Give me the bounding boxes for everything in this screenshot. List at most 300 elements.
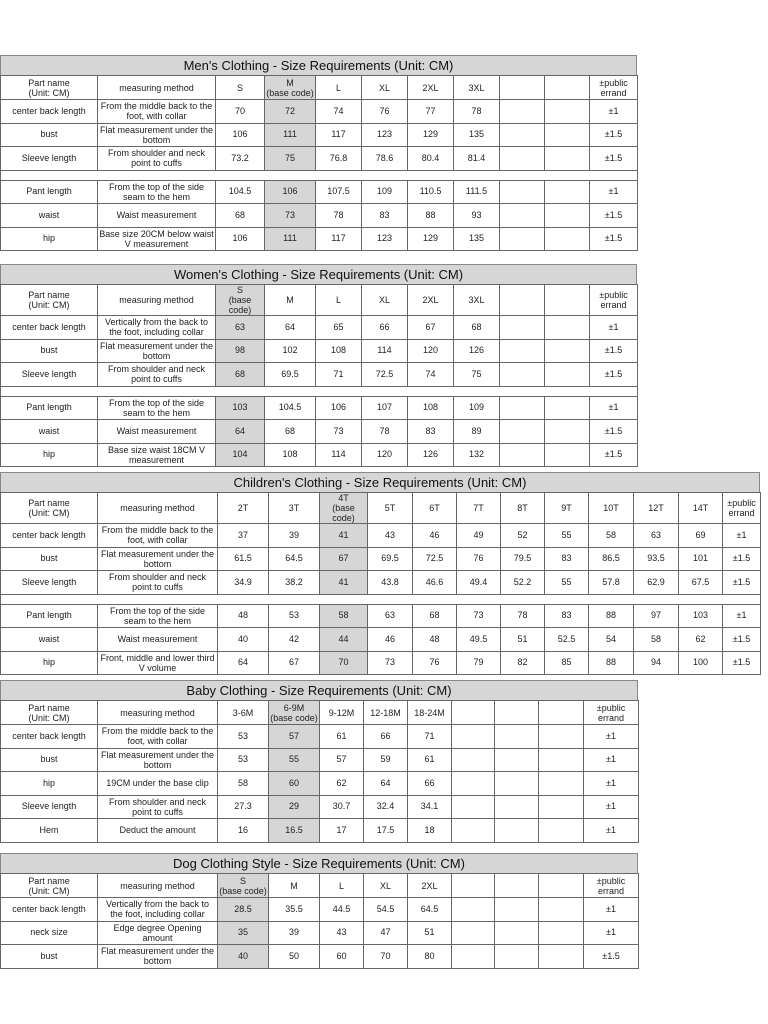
value-cell: ±1.5	[723, 628, 761, 652]
column-header: measuring method	[98, 701, 218, 725]
base-size-cell: 111	[265, 123, 316, 147]
table-row	[1, 604, 761, 628]
column-header: 10T	[589, 493, 634, 524]
value-cell	[495, 819, 539, 843]
value-cell: 80	[408, 945, 452, 969]
base-size-cell: 70	[320, 651, 368, 675]
value-cell: 107	[362, 396, 408, 420]
value-cell: 110.5	[408, 180, 454, 204]
value-cell: ±1	[590, 396, 638, 420]
value-cell: 117	[316, 227, 362, 251]
part-name-cell: hip	[1, 772, 98, 796]
value-cell	[495, 748, 539, 772]
table-row	[1, 204, 638, 228]
value-cell: 66	[364, 725, 408, 749]
value-cell: 17.5	[364, 819, 408, 843]
value-cell: ±1.5	[723, 571, 761, 595]
value-cell: 80.4	[408, 147, 454, 171]
value-cell: 48	[413, 628, 457, 652]
value-cell: 54	[589, 628, 634, 652]
value-cell: 129	[408, 227, 454, 251]
value-cell	[539, 945, 584, 969]
value-cell: 42	[269, 628, 320, 652]
method-cell: Flat measurement under the bottom	[98, 123, 216, 147]
value-cell: 43	[320, 921, 364, 945]
value-cell: ±1.5	[590, 443, 638, 467]
value-cell: 93.5	[634, 547, 679, 571]
base-size-cell: 75	[265, 147, 316, 171]
value-cell	[539, 898, 584, 922]
value-cell: 64.5	[408, 898, 452, 922]
column-header: ±public errand	[584, 874, 639, 898]
table-row	[1, 180, 638, 204]
value-cell: ±1	[590, 100, 638, 124]
base-size-cell: 63	[216, 316, 265, 340]
part-name-cell: bust	[1, 945, 98, 969]
method-cell: Front, middle and lower third V volume	[98, 651, 218, 675]
column-header: 2XL	[408, 874, 452, 898]
method-cell: Vertically from the back to the foot, including collar	[98, 898, 218, 922]
base-size-header: M (base code)	[266, 77, 314, 98]
value-cell	[545, 123, 590, 147]
value-cell	[500, 396, 545, 420]
method-cell: From the top of the side seam to the hem	[98, 396, 216, 420]
value-cell	[495, 795, 539, 819]
value-cell: ±1.5	[584, 945, 639, 969]
value-cell	[539, 819, 584, 843]
value-cell	[539, 748, 584, 772]
column-header: ±public errand	[590, 76, 638, 100]
column-header: L	[316, 285, 362, 316]
value-cell: 120	[408, 339, 454, 363]
base-size-header: S (base code)	[216, 285, 265, 316]
value-cell: 68	[216, 204, 265, 228]
table-row	[1, 147, 638, 171]
column-header: 2XL	[408, 76, 454, 100]
part-name-cell: neck size	[1, 921, 98, 945]
value-cell: 86.5	[589, 547, 634, 571]
table-row	[1, 227, 638, 251]
value-cell	[500, 339, 545, 363]
table-row	[1, 100, 638, 124]
value-cell: 94	[634, 651, 679, 675]
value-cell	[500, 443, 545, 467]
base-size-cell: 72	[265, 100, 316, 124]
method-cell: Waist measurement	[98, 628, 218, 652]
value-cell: 68	[413, 604, 457, 628]
value-cell: 51	[501, 628, 545, 652]
value-cell: ±1	[723, 524, 761, 548]
method-cell: Deduct the amount	[98, 819, 218, 843]
value-cell: 27.3	[218, 795, 269, 819]
value-cell: 126	[408, 443, 454, 467]
column-header	[539, 874, 584, 898]
value-cell: 135	[454, 123, 500, 147]
value-cell	[495, 945, 539, 969]
value-cell: 88	[589, 651, 634, 675]
base-size-header: S (base code)	[219, 875, 267, 896]
size-table	[0, 492, 761, 675]
base-size-cell: 58	[320, 604, 368, 628]
value-cell	[539, 725, 584, 749]
part-name-cell: hip	[1, 651, 98, 675]
column-header: 18-24M	[408, 701, 452, 725]
value-cell: 78	[501, 604, 545, 628]
part-name-cell: Sleeve length	[1, 571, 98, 595]
table-row	[1, 396, 638, 420]
value-cell: ±1.5	[723, 547, 761, 571]
table-row	[1, 123, 638, 147]
column-header: ±public errand	[590, 285, 638, 316]
base-size-cell: 41	[320, 571, 368, 595]
value-cell: 62	[320, 772, 364, 796]
value-cell	[500, 204, 545, 228]
value-cell: 101	[679, 547, 723, 571]
value-cell: 107.5	[316, 180, 362, 204]
method-cell: Waist measurement	[98, 420, 216, 444]
value-cell: 38.2	[269, 571, 320, 595]
table-row	[1, 571, 761, 595]
value-cell: 120	[362, 443, 408, 467]
column-header: Part name (Unit: CM)	[1, 493, 98, 524]
method-cell: From shoulder and neck point to cuffs	[98, 363, 216, 387]
table-row	[1, 725, 639, 749]
value-cell	[500, 420, 545, 444]
baby-size-table	[0, 680, 638, 843]
value-cell	[545, 100, 590, 124]
base-size-cell: 106	[265, 180, 316, 204]
value-cell: 18	[408, 819, 452, 843]
header-row	[1, 874, 639, 898]
table-row	[1, 651, 761, 675]
spacer-row	[1, 170, 638, 180]
value-cell: 78.6	[362, 147, 408, 171]
value-cell: 51	[408, 921, 452, 945]
value-cell	[545, 227, 590, 251]
value-cell: ±1	[584, 898, 639, 922]
value-cell: 61	[320, 725, 364, 749]
table-row	[1, 339, 638, 363]
value-cell: 68	[265, 420, 316, 444]
column-header: M	[269, 874, 320, 898]
method-cell: From the middle back to the foot, with collar	[98, 100, 216, 124]
size-table	[0, 75, 638, 251]
table-row	[1, 524, 761, 548]
value-cell: 82	[501, 651, 545, 675]
value-cell: 39	[269, 921, 320, 945]
value-cell: 72.5	[413, 547, 457, 571]
value-cell: 34.9	[218, 571, 269, 595]
value-cell: 93	[454, 204, 500, 228]
value-cell: 83	[362, 204, 408, 228]
value-cell	[495, 898, 539, 922]
method-cell: Vertically from the back to the foot, including collar	[98, 316, 216, 340]
value-cell: 69	[679, 524, 723, 548]
method-cell: Flat measurement under the bottom	[98, 945, 218, 969]
value-cell	[452, 898, 495, 922]
table-title: Women's Clothing - Size Requirements (Unit: CM)	[0, 264, 637, 284]
value-cell: 30.7	[320, 795, 364, 819]
column-header	[452, 701, 495, 725]
value-cell	[545, 180, 590, 204]
column-header: XL	[364, 874, 408, 898]
method-cell: Waist measurement	[98, 204, 216, 228]
value-cell: 49	[457, 524, 501, 548]
value-cell: 106	[316, 396, 362, 420]
method-cell: From the middle back to the foot, with collar	[98, 725, 218, 749]
value-cell	[539, 921, 584, 945]
value-cell: 104.5	[265, 396, 316, 420]
value-cell	[495, 725, 539, 749]
value-cell: 32.4	[364, 795, 408, 819]
part-name-cell: Sleeve length	[1, 363, 98, 387]
column-header	[500, 76, 545, 100]
table-row	[1, 772, 639, 796]
value-cell	[545, 147, 590, 171]
column-header	[495, 874, 539, 898]
table-row	[1, 898, 639, 922]
value-cell: 129	[408, 123, 454, 147]
value-cell: ±1.5	[590, 123, 638, 147]
part-name-cell: hip	[1, 227, 98, 251]
base-size-cell: 98	[216, 339, 265, 363]
value-cell: 57.8	[589, 571, 634, 595]
table-row	[1, 819, 639, 843]
value-cell: 76	[362, 100, 408, 124]
column-header: M	[265, 285, 316, 316]
spacer-cell	[1, 386, 638, 396]
value-cell	[500, 316, 545, 340]
value-cell: 49.4	[457, 571, 501, 595]
value-cell: 67.5	[679, 571, 723, 595]
part-name-cell: bust	[1, 547, 98, 571]
value-cell: 40	[218, 628, 269, 652]
method-cell: Flat measurement under the bottom	[98, 547, 218, 571]
value-cell: 100	[679, 651, 723, 675]
value-cell: 111.5	[454, 180, 500, 204]
base-size-cell: 29	[269, 795, 320, 819]
value-cell: ±1	[584, 795, 639, 819]
value-cell: 74	[408, 363, 454, 387]
column-header	[500, 285, 545, 316]
column-header: Part name (Unit: CM)	[1, 874, 98, 898]
base-size-cell: 67	[320, 547, 368, 571]
part-name-cell: waist	[1, 628, 98, 652]
value-cell: 37	[218, 524, 269, 548]
value-cell: 72.5	[362, 363, 408, 387]
part-name-cell: center back length	[1, 898, 98, 922]
value-cell: 55	[545, 524, 589, 548]
value-cell: 73	[316, 420, 362, 444]
part-name-cell: center back length	[1, 725, 98, 749]
value-cell: 78	[362, 420, 408, 444]
value-cell: ±1.5	[590, 420, 638, 444]
method-cell: From shoulder and neck point to cuffs	[98, 571, 218, 595]
table-row	[1, 547, 761, 571]
value-cell: 43	[368, 524, 413, 548]
value-cell: 76	[457, 547, 501, 571]
base-size-cell: 68	[216, 363, 265, 387]
value-cell: 66	[362, 316, 408, 340]
value-cell: 81.4	[454, 147, 500, 171]
header-row	[1, 701, 639, 725]
value-cell	[500, 227, 545, 251]
value-cell: 85	[545, 651, 589, 675]
value-cell	[500, 363, 545, 387]
value-cell: 58	[218, 772, 269, 796]
mens-size-table	[0, 55, 637, 251]
value-cell: 34.1	[408, 795, 452, 819]
column-header: 8T	[501, 493, 545, 524]
value-cell	[500, 100, 545, 124]
value-cell: 53	[218, 725, 269, 749]
column-header: 7T	[457, 493, 501, 524]
part-name-cell: bust	[1, 339, 98, 363]
value-cell: 108	[316, 339, 362, 363]
dog-size-table	[0, 853, 638, 969]
value-cell: ±1	[584, 819, 639, 843]
table-row	[1, 748, 639, 772]
value-cell: 53	[269, 604, 320, 628]
value-cell	[452, 819, 495, 843]
part-name-cell: Pant length	[1, 604, 98, 628]
column-header: 2XL	[408, 285, 454, 316]
part-name-cell: hip	[1, 443, 98, 467]
spacer-row	[1, 386, 638, 396]
table-row	[1, 443, 638, 467]
value-cell: 17	[320, 819, 364, 843]
value-cell: ±1.5	[590, 204, 638, 228]
part-name-cell: bust	[1, 123, 98, 147]
value-cell: 62.9	[634, 571, 679, 595]
part-name-cell: waist	[1, 420, 98, 444]
value-cell: 62	[679, 628, 723, 652]
part-name-cell: Pant length	[1, 396, 98, 420]
value-cell: 103	[679, 604, 723, 628]
column-header: measuring method	[98, 76, 216, 100]
value-cell: 59	[364, 748, 408, 772]
value-cell	[545, 339, 590, 363]
base-size-cell: 28.5	[218, 898, 269, 922]
column-header: XL	[362, 76, 408, 100]
value-cell	[452, 748, 495, 772]
table-row	[1, 945, 639, 969]
value-cell: 102	[265, 339, 316, 363]
value-cell: ±1	[590, 180, 638, 204]
value-cell	[539, 772, 584, 796]
value-cell: 78	[454, 100, 500, 124]
table-title: Baby Clothing - Size Requirements (Unit: CM)	[0, 680, 638, 700]
value-cell: 88	[589, 604, 634, 628]
part-name-cell: bust	[1, 748, 98, 772]
value-cell: ±1.5	[590, 147, 638, 171]
value-cell: 43.8	[368, 571, 413, 595]
method-cell: 19CM under the base clip	[98, 772, 218, 796]
base-size-cell: 64	[216, 420, 265, 444]
method-cell: From shoulder and neck point to cuffs	[98, 795, 218, 819]
size-table	[0, 873, 639, 969]
table-title: Men's Clothing - Size Requirements (Unit: CM)	[0, 55, 637, 75]
column-header: XL	[362, 285, 408, 316]
value-cell: 70	[216, 100, 265, 124]
method-cell: Base size waist 18CM V measurement	[98, 443, 216, 467]
table-title: Dog Clothing Style - Size Requirements (Unit: CM)	[0, 853, 638, 873]
value-cell: 104.5	[216, 180, 265, 204]
value-cell: 52.5	[545, 628, 589, 652]
column-header: 3-6M	[218, 701, 269, 725]
column-header: 14T	[679, 493, 723, 524]
value-cell: 61.5	[218, 547, 269, 571]
value-cell	[452, 772, 495, 796]
column-header: S	[216, 76, 265, 100]
table-row	[1, 921, 639, 945]
value-cell: 97	[634, 604, 679, 628]
base-size-cell: 104	[216, 443, 265, 467]
value-cell: 64	[364, 772, 408, 796]
column-header: 3XL	[454, 285, 500, 316]
value-cell: 106	[216, 123, 265, 147]
base-size-cell: 60	[269, 772, 320, 796]
value-cell: 68	[454, 316, 500, 340]
column-header: measuring method	[98, 285, 216, 316]
value-cell: 117	[316, 123, 362, 147]
value-cell: 76	[413, 651, 457, 675]
value-cell: 46	[368, 628, 413, 652]
column-header	[495, 701, 539, 725]
header-row	[1, 493, 761, 524]
value-cell: 58	[634, 628, 679, 652]
table-row	[1, 628, 761, 652]
value-cell: 69.5	[265, 363, 316, 387]
column-header: 12T	[634, 493, 679, 524]
value-cell	[545, 443, 590, 467]
value-cell: 108	[408, 396, 454, 420]
value-cell	[452, 725, 495, 749]
value-cell: 52	[501, 524, 545, 548]
base-size-cell: 57	[269, 725, 320, 749]
value-cell: 74	[316, 100, 362, 124]
column-header	[545, 76, 590, 100]
table-row	[1, 795, 639, 819]
value-cell	[452, 945, 495, 969]
column-header: 3XL	[454, 76, 500, 100]
base-size-cell: 35	[218, 921, 269, 945]
table-title: Children's Clothing - Size Requirements (Unit: CM)	[0, 472, 760, 492]
value-cell	[545, 204, 590, 228]
table-row	[1, 316, 638, 340]
value-cell	[545, 396, 590, 420]
value-cell: 64.5	[269, 547, 320, 571]
base-size-cell: 41	[320, 524, 368, 548]
value-cell: ±1.5	[590, 363, 638, 387]
value-cell: 83	[545, 604, 589, 628]
value-cell	[545, 363, 590, 387]
method-cell: From shoulder and neck point to cuffs	[98, 147, 216, 171]
value-cell: ±1	[590, 316, 638, 340]
value-cell: 132	[454, 443, 500, 467]
base-size-cell: 73	[265, 204, 316, 228]
value-cell: 73.2	[216, 147, 265, 171]
value-cell: 79	[457, 651, 501, 675]
column-header: Part name (Unit: CM)	[1, 285, 98, 316]
value-cell: 108	[265, 443, 316, 467]
column-header: 9T	[545, 493, 589, 524]
part-name-cell: Sleeve length	[1, 147, 98, 171]
value-cell: 46.6	[413, 571, 457, 595]
part-name-cell: Hem	[1, 819, 98, 843]
column-header: 6T	[413, 493, 457, 524]
value-cell	[500, 123, 545, 147]
